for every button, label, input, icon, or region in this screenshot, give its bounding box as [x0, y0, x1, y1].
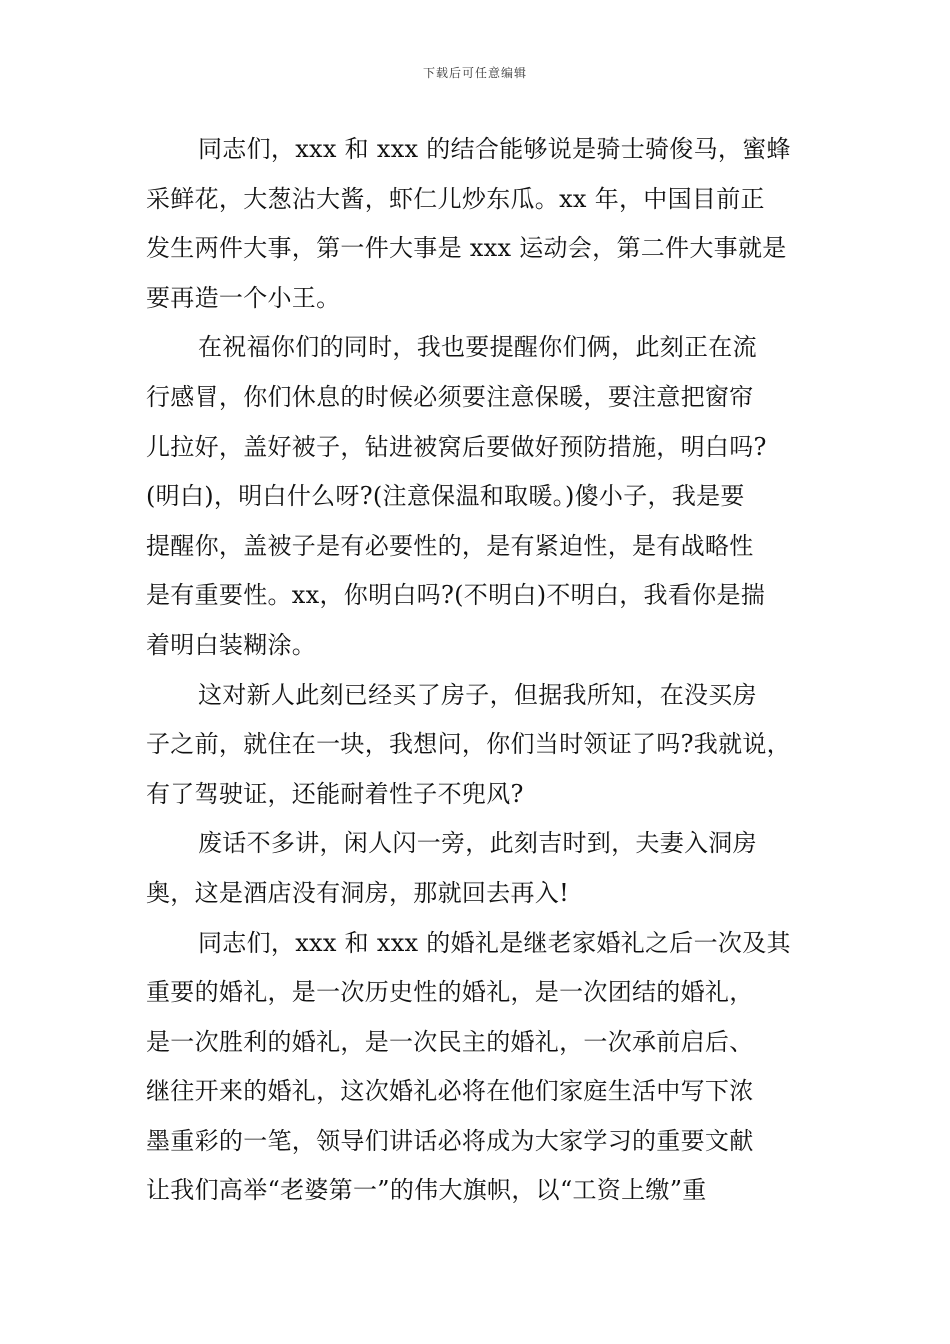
text-line: 奥，这是酒店没有洞房，那就回去再入!	[146, 878, 570, 907]
text-line: 要再造一个小王。	[146, 283, 341, 312]
document-body	[146, 125, 810, 1216]
text-line: 让我们高举“老婆第一”的伟大旗帜，以“工资上缴”重	[146, 1176, 707, 1205]
text-line: 提醒你，盖被子是有必要性的，是有紧迫性，是有战略性	[146, 531, 754, 560]
text-line: 采鲜花，大葱沾大酱，虾仁儿炒东瓜。xx 年，中国目前正	[146, 184, 765, 213]
text-line: 同志们，xxx 和 xxx 的结合能够说是骑士骑俊马，蜜蜂	[198, 135, 791, 163]
paragraph-4	[146, 819, 810, 918]
text-line: 墨重彩的一笔，领导们讲话必将成为大家学习的重要文献	[146, 1126, 754, 1155]
text-line: 废话不多讲，闲人闪一旁，此刻吉时到，夫妻入洞房	[198, 829, 757, 858]
text-line: 发生两件大事，第一件大事是 xxx 运动会，第二件大事就是	[146, 234, 787, 263]
text-line: 重要的婚礼，是一次历史性的婚礼，是一次团结的婚礼，	[146, 978, 754, 1007]
text-line: 继往开来的婚礼，这次婚礼必将在他们家庭生活中写下浓	[146, 1077, 754, 1106]
text-line: 着明白装糊涂。	[146, 630, 317, 659]
text-line: 行感冒，你们休息的时候必须要注意保暖，要注意把窗帘	[146, 382, 754, 411]
text-line: 子之前，就住在一块，我想问，你们当时领证了吗?我就说，	[146, 730, 791, 759]
paragraph-1	[146, 125, 810, 323]
text-line: 在祝福你们的同时，我也要提醒你们俩，此刻正在流	[198, 333, 757, 362]
text-line: 儿拉好，盖好被子，钻进被窝后要做好预防措施，明白吗?	[146, 432, 767, 461]
text-line: 是有重要性。xx，你明白吗?(不明白)不明白，我看你是揣	[146, 581, 766, 610]
paragraph-5	[146, 919, 810, 1217]
paragraph-2	[146, 323, 810, 670]
page-header: 下载后可任意编辑	[422, 66, 527, 80]
text-line: (明白)，明白什么呀?(注意保温和取暖。)傻小子，我是要	[146, 482, 745, 511]
text-line: 有了驾驶证，还能耐着性子不兜风?	[146, 779, 524, 808]
text-line: 同志们，xxx 和 xxx 的婚礼是继老家婚礼之后一次及其	[198, 928, 791, 957]
text-line: 这对新人此刻已经买了房子，但据我所知，在没买房	[198, 680, 757, 709]
paragraph-3	[146, 671, 810, 820]
text-line: 是一次胜利的婚礼，是一次民主的婚礼，一次承前启后、	[146, 1027, 754, 1056]
